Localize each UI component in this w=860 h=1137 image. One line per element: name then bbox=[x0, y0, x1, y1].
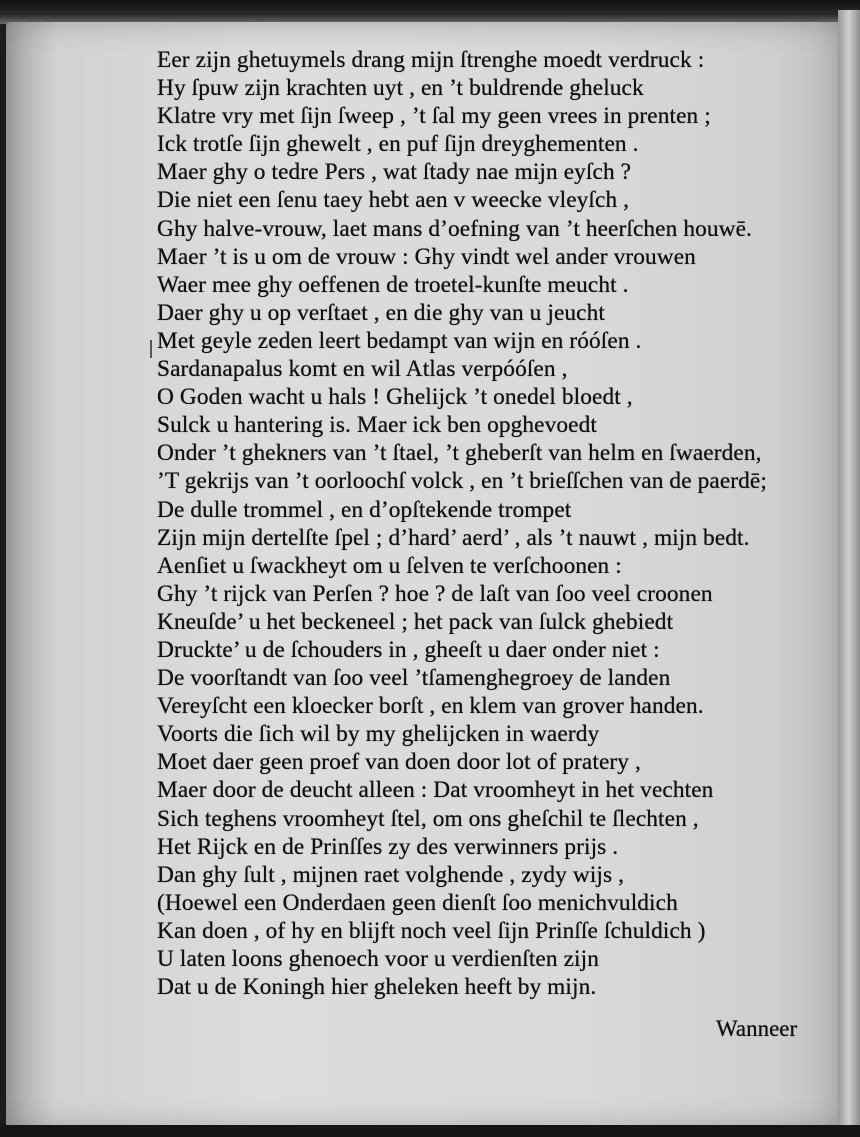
verse-line: Druckte’ u de ſchouders in , gheeſt u daer onder niet : bbox=[157, 636, 660, 663]
verse-line: Hy ſpuw zijn krachten uyt , en ’t buldrende gheluck bbox=[157, 75, 644, 102]
verse-line: Moet daer geen proef van doen door lot of pratery , bbox=[157, 749, 641, 776]
verse-line: Maer ghy o tedre Pers , wat ſtady nae mijn eyſch ? bbox=[157, 159, 632, 186]
page-top-edge bbox=[0, 0, 860, 24]
verse-text-block bbox=[157, 46, 837, 1001]
page-right-edge bbox=[838, 10, 860, 1137]
catchword: Wanneer bbox=[716, 1016, 798, 1041]
verse-line: Sulck u hantering is. Maer ick ben opghevoedt bbox=[157, 412, 597, 439]
verse-line: Voorts die ſich wil by my ghelijcken in waerdy bbox=[157, 721, 600, 748]
verse-line: De voorſtandt van ſoo veel ’tſamenghegroey de landen bbox=[157, 665, 671, 692]
verse-line: Onder ’t ghekners van ’t ſtael, ’t gheberſt van helm en ſwaerden, bbox=[157, 440, 762, 467]
verse-line: Aenſiet u ſwackheyt om u ſelven te verſchoonen : bbox=[157, 552, 622, 579]
verse-line: Kan doen , of hy en blijft noch veel ſijn Prinſſe ſchuldich ) bbox=[157, 917, 706, 944]
page-bottom-edge bbox=[0, 1125, 860, 1137]
margin-mark bbox=[150, 340, 152, 358]
verse-line: (Hoewel een Onderdaen geen dienſt ſoo menichvuldich bbox=[157, 889, 678, 916]
verse-line: O Goden wacht u hals ! Ghelijck ’t onedel bloedt , bbox=[157, 384, 633, 411]
verse-line: Vereyſcht een kloecker borſt , en klem van grover handen. bbox=[157, 693, 704, 720]
verse-line: Maer door de deucht alleen : Dat vroomheyt in het vechten bbox=[157, 777, 714, 804]
verse-line: Met geyle zeden leert bedampt van wijn en róóſen . bbox=[157, 327, 642, 354]
verse-line: Waer mee ghy oeffenen de troetel-kunſte meucht . bbox=[157, 271, 629, 298]
verse-line: Dan ghy ſult , mijnen raet volghende , zydy wijs , bbox=[157, 861, 625, 888]
verse-line: De dulle trommel , en d’opſtekende trompet bbox=[157, 496, 572, 523]
verse-line: Maer ’t is u om de vrouw : Ghy vindt wel ander vrouwen bbox=[157, 243, 696, 270]
verse-line: U laten loons ghenoech voor u verdienſten zijn bbox=[157, 946, 599, 972]
verse-line: Zijn mijn dertelſte ſpel ; d’hard’ aerd’ , als ’t nauwt , mijn bedt. bbox=[157, 524, 750, 551]
verse-line: Sardanapalus komt en wil Atlas verpóóſen , bbox=[157, 356, 568, 383]
verse-line: Sich teghens vroomheyt ſtel, om ons gheſchil te ſlechten , bbox=[157, 805, 699, 832]
verse-line: Kneuſde’ u het beckeneel ; het pack van ſulck ghebiedt bbox=[157, 608, 674, 635]
verse-line: ’T gekrijs van ’t oorloochſ volck , en ’t brieſſchen van de paerdē; bbox=[157, 468, 767, 495]
verse-line: Het Rijck en de Prinſſes zy des verwinners prijs . bbox=[157, 833, 619, 860]
verse-line: Klatre vry met ſijn ſweep , ’t ſal my geen vrees in prenten ; bbox=[157, 103, 711, 130]
verse-line: Dat u de Koningh hier gheleken heeft by mijn. bbox=[157, 974, 597, 1001]
verse-line: Ghy halve-vrouw, laet mans d’oefning van ’t heerſchen houwē. bbox=[157, 215, 752, 242]
verse-line: Eer zijn ghetuymels drang mijn ſtrenghe moedt verdruck : bbox=[157, 47, 705, 73]
verse-line: Daer ghy u op verſtaet , en die ghy van u jeucht bbox=[157, 299, 605, 326]
verse-line: Ick trotſe ſijn ghewelt , en puf ſijn dreyghementen . bbox=[157, 131, 639, 158]
verse-line: Die niet een ſenu taey hebt aen v weecke vleyſch , bbox=[157, 187, 630, 214]
verse-line: Ghy ’t rijck van Perſen ? hoe ? de laſt van ſoo veel croonen bbox=[157, 580, 713, 607]
